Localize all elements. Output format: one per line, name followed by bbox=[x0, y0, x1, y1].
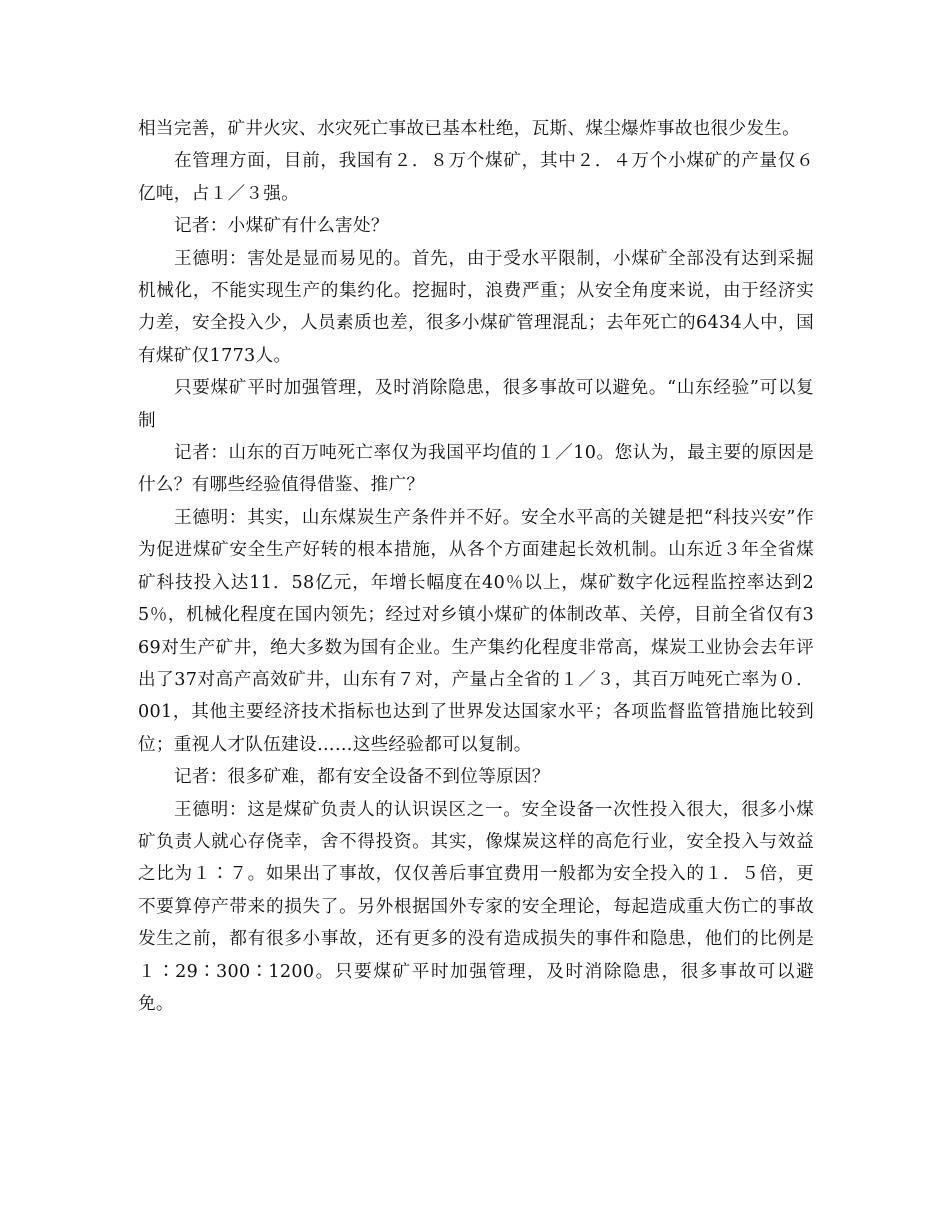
paragraph-management: 在管理方面，目前，我国有２．８万个煤矿，其中２．４万个小煤矿的产量仅６亿吨，占１／３强。 bbox=[138, 151, 814, 204]
question-small-mines: 记者：小煤矿有什么害处？ bbox=[174, 216, 389, 237]
question-shandong: 记者：山东的百万吨死亡率仅为我国平均值的１／10。您认为，最主要的原因是什么？有哪些经验值得借鉴、推广？ bbox=[138, 443, 814, 496]
article-body bbox=[138, 113, 814, 1020]
question-safety-equipment: 记者：很多矿难，都有安全设备不到位等原因？ bbox=[174, 767, 550, 788]
section-heading-shandong: 只要煤矿平时加强管理，及时消除隐患，很多事故可以避免。“山东经验”可以复制 bbox=[138, 378, 814, 431]
answer-safety-equipment: 王德明：这是煤矿负责人的认识误区之一。安全设备一次性投入很大，很多小煤矿负责人就心存侥幸，舍不得投资。其实，像煤炭这样的高危行业，安全投入与效益之比为１∶７。如果出了事故，仅仅善后事宜费用一般都为安全投入的１．５倍，更不要算停产带来的损失了。另外根据国外专家的安全理论，每起造成重大伤亡的事故发生之前，都有很多小事故，还有更多的没有造成损失的事件和隐患，他们的比例是１∶29∶300∶1200。只要煤矿平时加强管理，及时消除隐患，很多事故可以避免。 bbox=[138, 799, 814, 1014]
answer-small-mines: 王德明：害处是显而易见的。首先，由于受水平限制，小煤矿全部没有达到采掘机械化，不能实现生产的集约化。挖掘时，浪费严重；从安全角度来说，由于经济实力差，安全投入少，人员素质也差，很多小煤矿管理混乱；去年死亡的6434人中，国有煤矿仅1773人。 bbox=[138, 248, 814, 366]
answer-shandong: 王德明：其实，山东煤炭生产条件并不好。安全水平高的关键是把“科技兴安”作为促进煤矿安全生产好转的根本措施，从各个方面建起长效机制。山东近３年全省煤矿科技投入达11．58亿元，年增长幅度在40％以上，煤矿数字化远程监控率达到25％，机械化程度在国内领先；经过对乡镇小煤矿的体制改革、关停，目前全省仅有369对生产矿井，绝大多数为国有企业。生产集约化程度非常高，煤炭工业协会去年评出了37对高产高效矿井，山东有７对，产量占全省的１／３，其百万吨死亡率为０．001，其他主要经济技术指标也达到了世界发达国家水平；各项监督监管措施比较到位；重视人才队伍建设……这些经验都可以复制。 bbox=[138, 507, 814, 755]
paragraph-continuation: 相当完善，矿井火灾、水灾死亡事故已基本杜绝，瓦斯、煤尘爆炸事故也很少发生。 bbox=[138, 119, 801, 139]
